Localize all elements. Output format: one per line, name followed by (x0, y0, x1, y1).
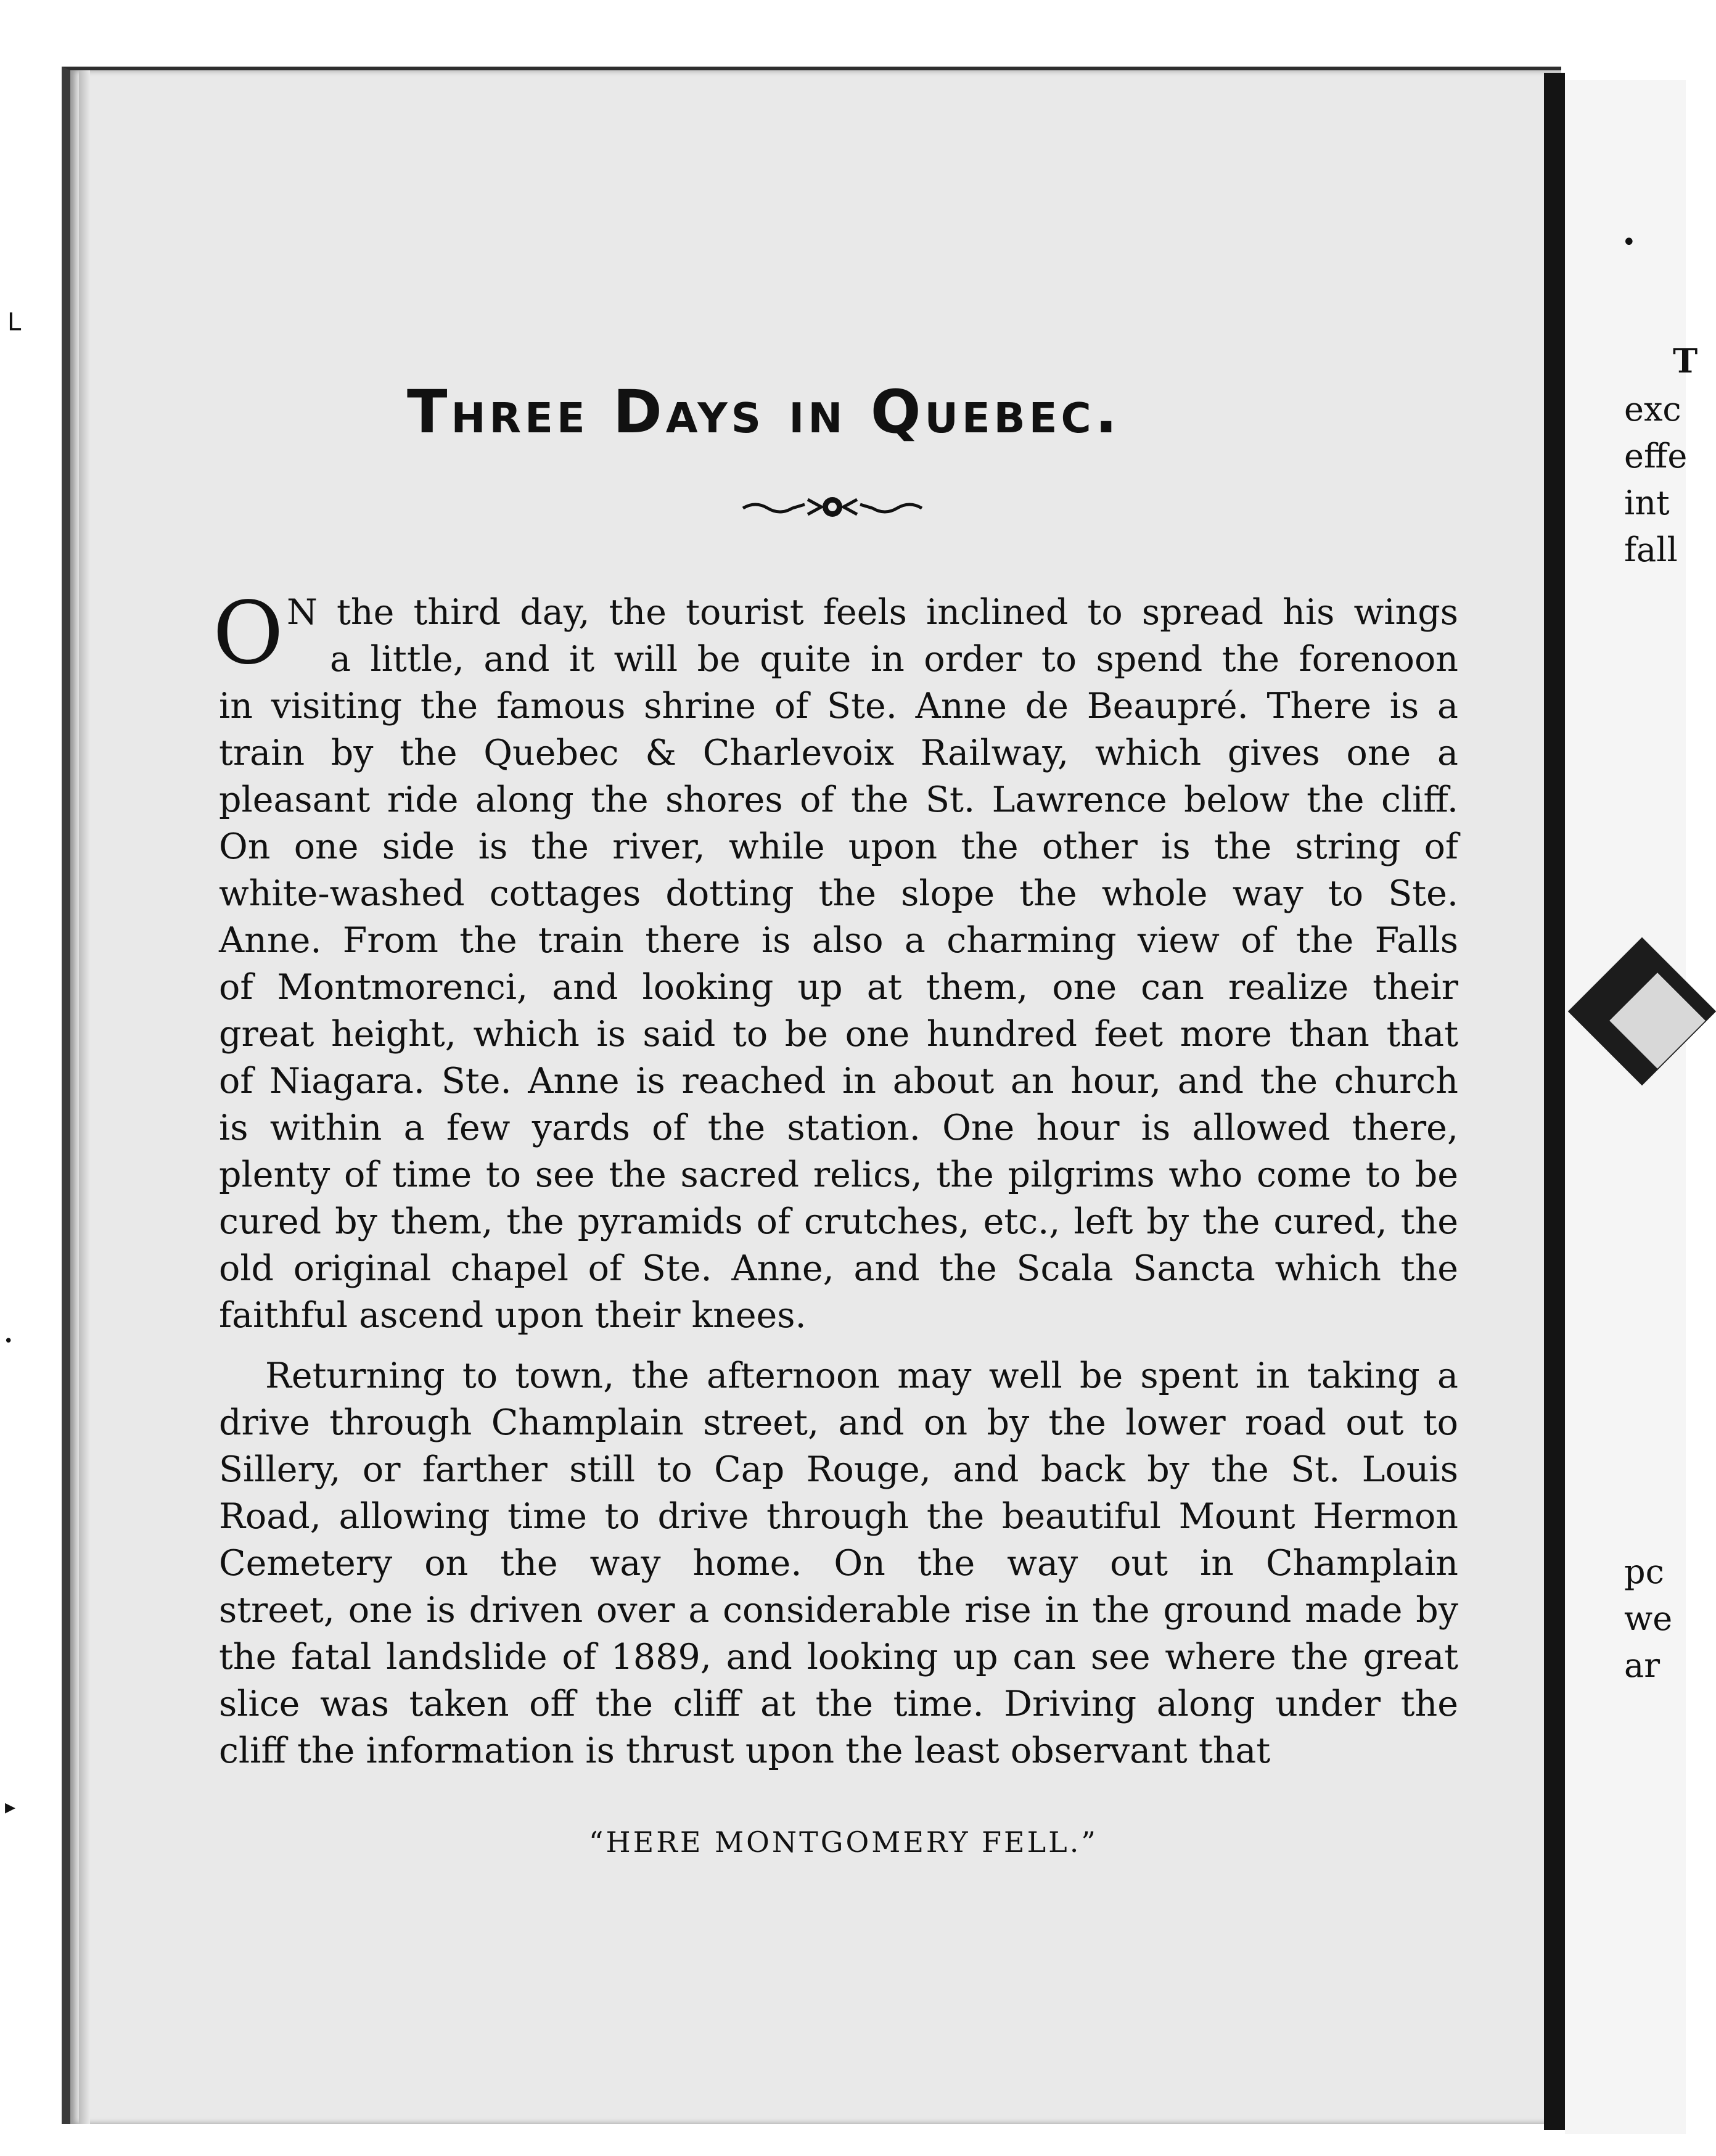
text-line: train by the Quebec & Charlevoix Railway, which gives one a (219, 733, 1458, 773)
text-line: faithful ascend upon their knees. (219, 1295, 807, 1336)
fragment-text: int (1624, 483, 1670, 522)
text-line: Returning to town, the afternoon may well be spent in taking a (265, 1356, 1458, 1396)
paragraph-1 (219, 589, 1458, 1339)
text-line: in visiting the famous shrine of Ste. Anne de Beaupré. There is a (219, 686, 1458, 726)
text-line: N the third day, the tourist feels inclined to spread his wings (287, 592, 1458, 633)
margin-specks (0, 0, 62, 2156)
margin-speck: ᒪ (7, 308, 22, 337)
margin-speck: ▸ (5, 1795, 16, 1819)
book-gutter (1544, 73, 1565, 2130)
text-line: On one side is the river, while upon the other is the string of (219, 826, 1458, 867)
margin-speck: • (4, 1332, 14, 1351)
text-line: Road, allowing time to drive through the beautiful Mount Hermon (219, 1496, 1458, 1537)
drop-cap: O (213, 583, 284, 684)
text-line: Cemetery on the way home. On the way out in Champlain (219, 1543, 1458, 1584)
text-line: great height, which is said to be one hundred feet more than that (219, 1014, 1458, 1055)
fragment-text: pc (1624, 1552, 1664, 1591)
page-speck: • (1622, 228, 1636, 257)
fragment-text: ar (1624, 1646, 1661, 1685)
text-line: cured by them, the pyramids of crutches, etc., left by the cured, the (219, 1201, 1458, 1242)
fragment-text: fall (1624, 530, 1678, 569)
fragment-text: T (1673, 341, 1698, 381)
text-line: the fatal landslide of 1889, and looking up can see where the great (219, 1637, 1458, 1677)
text-line: street, one is driven over a considerable rise in the ground made by (219, 1590, 1458, 1631)
text-line: cliff the information is thrust upon the least observant that (219, 1730, 1271, 1771)
text-line: of Niagara. Ste. Anne is reached in about an hour, and the church (219, 1061, 1458, 1101)
fragment-text: exc (1624, 390, 1681, 429)
page-edge-shadow (79, 70, 90, 2124)
text-line: of Montmorenci, and looking up at them, one can realize their (219, 967, 1458, 1008)
fragment-text: we (1624, 1599, 1673, 1638)
text-line: pleasant ride along the shores of the St. Lawrence below the cliff. (219, 780, 1458, 820)
text-line: Anne. From the train there is also a charming view of the Falls (219, 920, 1458, 961)
text-line: is within a few yards of the station. One hour is allowed there, (219, 1108, 1458, 1148)
page-title: Three Days in Quebec. (407, 377, 1122, 446)
text-line: old original chapel of Ste. Anne, and the Scala Sancta which the (219, 1248, 1458, 1289)
text-line: drive through Champlain street, and on by the lower road out to (219, 1402, 1458, 1443)
text-line: plenty of time to see the sacred relics, the pilgrims who come to be (219, 1154, 1458, 1195)
text-line: white-washed cottages dotting the slope the whole way to Ste. (219, 873, 1458, 914)
fragment-text: effe (1624, 437, 1688, 475)
text-line: a little, and it will be quite in order to spend the forenoon (330, 639, 1458, 680)
paragraph-2 (219, 1352, 1458, 1774)
section-caption: “HERE MONTGOMERY FELL.” (589, 1825, 1098, 1859)
text-line: slice was taken off the cliff at the time. Driving along under the (219, 1684, 1458, 1724)
text-line: Sillery, or farther still to Cap Rouge, and back by the St. Louis (219, 1449, 1458, 1490)
ornament-divider-icon (740, 488, 925, 525)
right-page-fragment (1565, 80, 1698, 2134)
